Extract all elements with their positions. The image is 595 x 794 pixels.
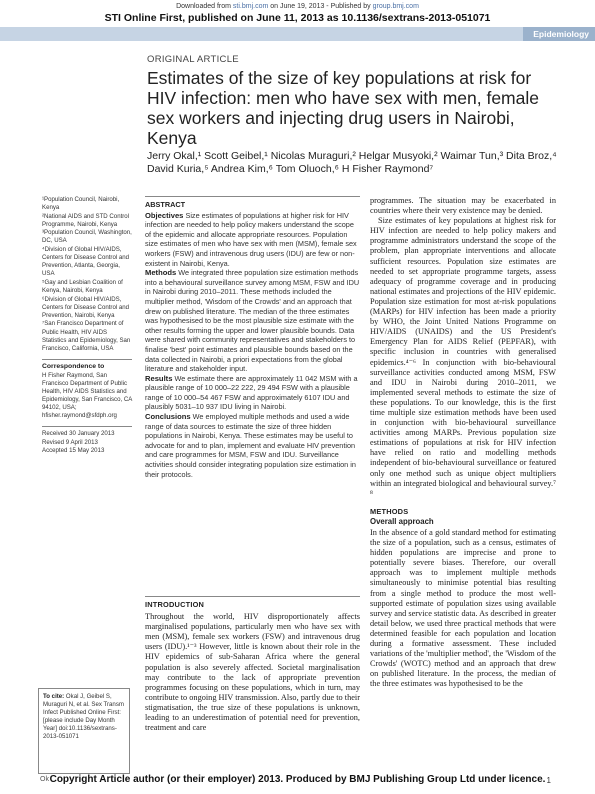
- abstract-methods: [145, 268, 360, 374]
- objectives-label: Objectives: [145, 210, 184, 220]
- introduction: [145, 596, 360, 733]
- intro-continued: programmes. The situation may be exacerbated in countries where their very existence may be denied.: [370, 196, 556, 216]
- cite-text: Okal J, Geibel S, Muraguri N, et al. Sex Transm Infect Published Online First: [please include Day Month Year] doi:10.1136/sextrans-2013-051071: [43, 693, 124, 740]
- affiliation: ⁶Division of Global HIV/AIDS, Centers for Disease Control and Prevention, Nairobi, Kenya: [42, 295, 130, 319]
- abstract-results: [145, 374, 360, 412]
- overall-approach-heading: Overall approach: [370, 516, 434, 526]
- conclusions-text: We employed multiple methods and used a wide range of data sources to estimate the size of three hidden populations in Nairobi, Kenya. These estimates may be useful to advocate for and to plan, implement and evaluate HIV prevention and care programmes for MSM, FSW and IDU. Surveillance activities should consider integrating population size estimation in their protocols.: [145, 412, 356, 479]
- article-type: ORIGINAL ARTICLE: [147, 54, 239, 65]
- footer-left: Ok: [40, 776, 49, 783]
- affiliation: ⁵Gay and Lesbian Coalition of Kenya, Nairobi, Kenya: [42, 278, 123, 295]
- affiliation: ¹Population Council, Nairobi, Kenya: [42, 196, 120, 212]
- abstract: [145, 196, 360, 479]
- affiliation: ²National AIDS and STD Control Programme, Nairobi, Kenya: [42, 212, 130, 228]
- revised-date: Revised 9 April 2013: [42, 438, 98, 446]
- abstract-conclusions: [145, 412, 360, 479]
- online-first-line: STI Online First, published on June 11, 2013 as 10.1136/sextrans-2013-051071: [104, 12, 491, 24]
- received-date: Received 30 January 2013: [42, 430, 115, 438]
- conclusions-label: Conclusions: [145, 412, 191, 422]
- abstract-objectives: [145, 211, 360, 269]
- abstract-heading: ABSTRACT: [145, 196, 360, 210]
- introduction-heading: INTRODUCTION: [145, 596, 360, 610]
- results-text: We estimate there are approximately 11 042 MSM with a plausible range of 10 000–22 222, 29 494 FSW with a plausible range of 10 000–54 467 FSW and approximately 6107 IDU and plausibly 5031–10 937 IDU living in Nairobi.: [145, 373, 358, 412]
- download-mid: on June 19, 2013 - Published by: [268, 3, 373, 10]
- correspondence-body: H Fisher Raymond, San Francisco Department of Public Health, HIV AIDS Statistics and Epidemiology, San Francisco, CA 94102, USA; hfisher.raymond@sfdph.org: [42, 371, 132, 420]
- affiliations-column: [42, 196, 132, 455]
- affiliation: ⁴Division of Global HIV/AIDS, Centers for Disease Control and Prevention, Atlanta, Georgia, USA: [42, 246, 130, 278]
- methods-text: We integrated three population size estimation methods into a behavioural surveillance survey among MSM, FSW and IDU in Nairobi during 2010–2011. These methods included the multiplier method, 'Wisdom of the Crowds' and an approach that drew on published literature. The median of the three estimates was hypothesised to be the most plausible size estimate with the other results forming the upper and lower plausible bounds. Data were shared with community representatives and stakeholders to finalise 'best' point estimates and plausible bounds based on the data collected in Nairobi, a priori expectations from the global literature and stakeholder input.: [145, 268, 360, 374]
- download-notice: [0, 3, 595, 10]
- sti-link[interactable]: sti.bmj.com: [232, 3, 269, 10]
- accepted-date: Accepted 15 May 2013: [42, 446, 105, 454]
- affiliation: ⁷San Francisco Department of Public Health, HIV AIDS Statistics and Epidemiology, San Francisco, California, USA: [42, 320, 131, 352]
- download-prefix: Downloaded from: [176, 3, 233, 10]
- methods-heading: METHODS: [370, 506, 409, 516]
- right-column: [370, 196, 556, 690]
- objectives-text: Size estimates of populations at higher risk for HIV infection are needed to help policy makers understand the scope of the epidemic and allocate appropriate resources. Population size estimates of men who have sex with men (MSM), female sex workers (FSW) and intravenous drug users (IDU) are few or non-existent in Nairobi, Kenya.: [145, 210, 357, 268]
- article-title: Estimates of the size of key populations at risk for HIV infection: men who have sex with men, female sex workers and injecting drug users in Nairobi, Kenya: [147, 68, 539, 148]
- affiliation: ³Population Council, Washington, DC, USA: [42, 229, 132, 245]
- author-list: Jerry Okal,¹ Scott Geibel,¹ Nicolas Muraguri,² Helgar Musyoki,² Waimar Tun,³ Dita Broz,⁴ David Kuria,⁵ Andrea Kim,⁶ Tom Oluoch,⁶ H Fisher Raymond⁷: [147, 150, 557, 175]
- group-link[interactable]: group.bmj.com: [372, 3, 419, 10]
- cite-box: [38, 688, 130, 774]
- page-header: [0, 0, 595, 40]
- results-label: Results: [145, 373, 173, 383]
- cite-label: To cite:: [43, 693, 65, 700]
- intro-paragraph: Size estimates of key populations at highest risk for HIV infection are needed to help policy makers and programme administrators understand the scope of the problem, plan appropriate interventions and allocate sufficient resources. Population size estimates are needed to set appropriate programme targets, assess adequacy of programme coverage and in producing national estimates and projections of the HIV epidemic. Population size estimation for most at-risk populations (MARPs) for HIV infection has been made a priority by WHO, the Joint United Nations Programme on HIV/AIDS (UNAIDS) and the US President's Emergency Plan for AIDS Relief (PEPFAR), with specific inclusion in countries with generalised epidemics.⁴⁻⁶ In conjunction with bio-behavioural surveillance activities conducted among MSM, FSW and IDU in Nairobi during 2010–2011, we implemented several methods to estimate the size of these populations. To our knowledge, this is the first time multiple size estimation methods have been used in conjunction with bio-behavioural surveillance activities among MARPs. Previous population size estimations of populations at risk for HIV infection have relied on ratio and modelling methods independent of bio-behavioural surveillance or featured only one method such as unique object multipliers within an integrated biological and behavioural survey.⁷ ⁸: [370, 216, 556, 498]
- copyright-notice: Copyright Article author (or their employer) 2013. Produced by BMJ Publishing Group Ltd under licence.: [49, 774, 546, 785]
- category-tag: Epidemiology: [523, 27, 595, 41]
- article-dates: [42, 426, 132, 454]
- page-number: 1: [546, 776, 551, 785]
- category-band: [0, 27, 595, 41]
- introduction-text: Throughout the world, HIV disproportionately affects marginalised populations, particularly men who have sex with men (MSM), female sex workers (FSW) and intravenous drug users (IDU).¹⁻³ However, little is known about their role in the HIV epidemics of sub-Saharan Africa where the general population is also severely affected. Societal marginalisation may contribute to the lack of appropriate prevention programmes focusing on these populations, which in turn, may contribute to ongoing HIV transmission. Also, partly due to their stigmatisation, the true size of these populations is unknown, leading to an underestimation of potential need for prevention, treatment and care: [145, 612, 360, 733]
- methods-label: Methods: [145, 268, 177, 278]
- correspondence-heading: Correspondence to: [42, 359, 132, 371]
- methods-paragraph: In the absence of a gold standard method for estimating the size of a population, such as a census, estimates of hidden populations are imprecise and prone to potentially severe biases. Therefore, our overall approach was to implement multiple methods simultaneously to minimise potential bias resulting from a single method to produce the most well-supported estimate of population sizes using available survey and service statistic data. As described in greater detail below, we used three practical methods that were determined feasible for each population and location during a formative assessment. These included variations of the 'multiplier method', the 'Wisdom of the Crowds' (WOTC) method and an approach that drew on published literature. In the process, the median of the three estimates was hypothesised to be the: [370, 528, 556, 689]
